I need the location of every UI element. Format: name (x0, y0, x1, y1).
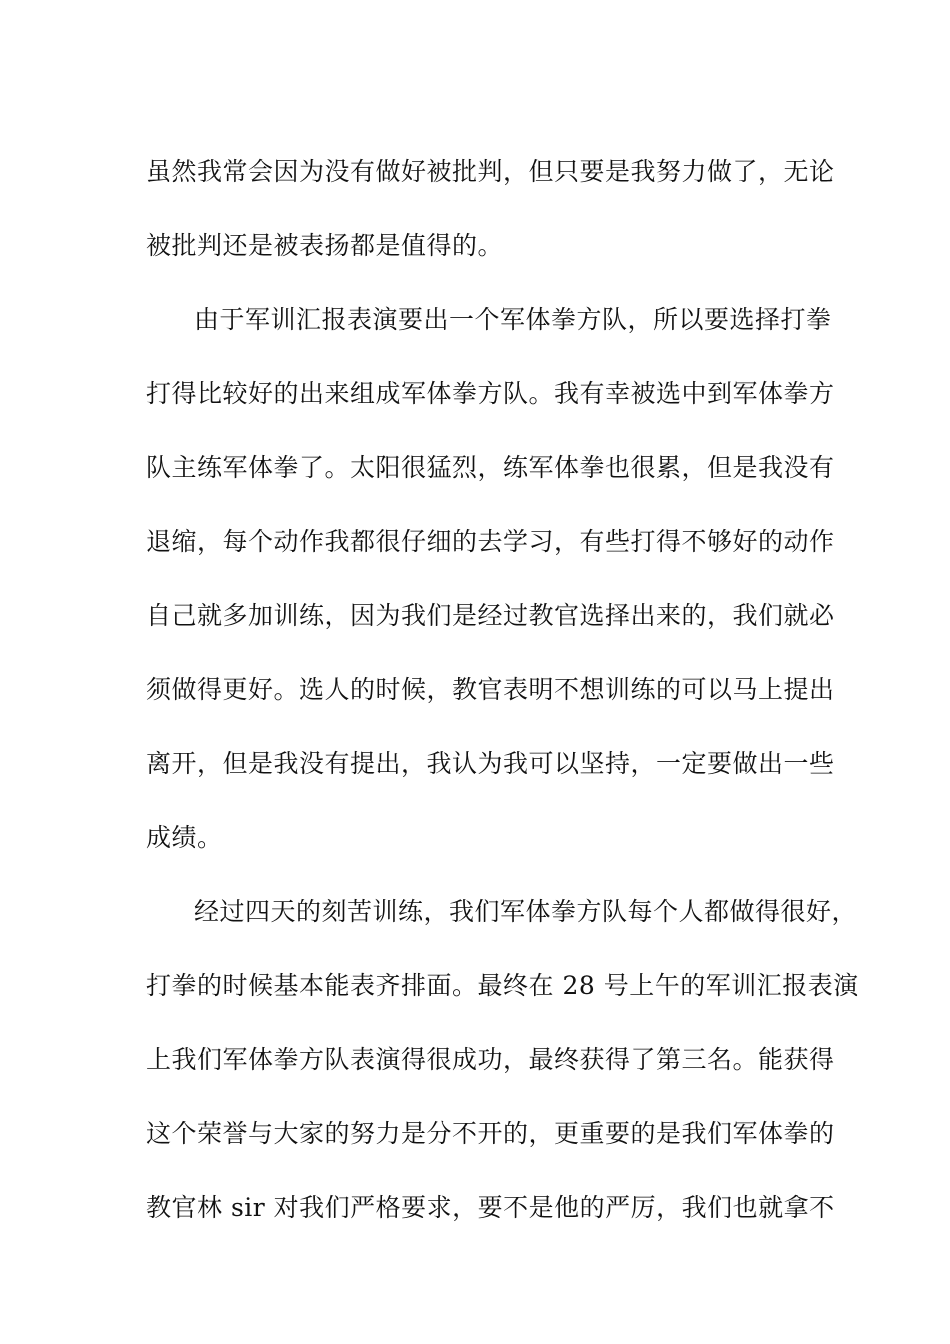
text-line: 离开，但是我没有提出，我认为我可以坚持，一定要做出一些 (146, 749, 835, 778)
text-line: 被批判还是被表扬都是值得的。 (146, 231, 504, 260)
text-line: 队主练军体拳了。太阳很猛烈，练军体拳也很累，但是我没有 (146, 453, 835, 482)
text-line: 虽然我常会因为没有做好被批判，但只要是我努力做了，无论 (146, 157, 835, 186)
text-line: 这个荣誉与大家的努力是分不开的，更重要的是我们军体拳的 (146, 1119, 835, 1148)
text-line: 须做得更好。选人的时候，教官表明不想训练的可以马上提出 (146, 675, 835, 704)
text-line: 上我们军体拳方队表演得很成功，最终获得了第三名。能获得 (146, 1045, 835, 1074)
text-line: 自己就多加训练，因为我们是经过教官选择出来的，我们就必 (146, 601, 835, 630)
text-line: 成绩。 (146, 823, 223, 852)
document-body-text (146, 135, 859, 1245)
text-line: 经过四天的刻苦训练，我们军体拳方队每个人都做得很好， (194, 897, 858, 926)
text-line: 退缩，每个动作我都很仔细的去学习，有些打得不够好的动作 (146, 527, 835, 556)
text-line: 由于军训汇报表演要出一个军体拳方队，所以要选择打拳 (194, 305, 832, 334)
text-line: 打得比较好的出来组成军体拳方队。我有幸被选中到军体拳方 (146, 379, 835, 408)
text-line: 打拳的时候基本能表齐排面。最终在 28 号上午的军训汇报表演 (146, 971, 859, 1000)
text-line: 教官林 sir 对我们严格要求，要不是他的严厉，我们也就拿不 (146, 1193, 835, 1222)
